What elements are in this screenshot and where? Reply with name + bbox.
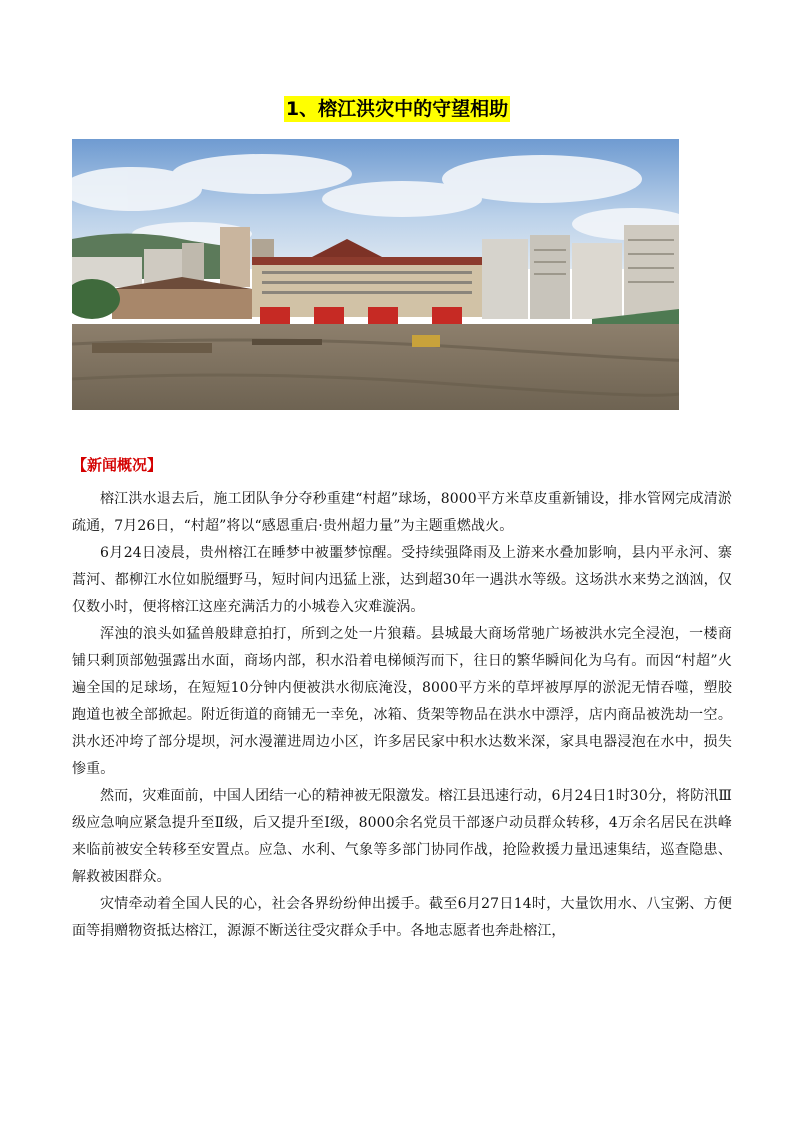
paragraph: 榕江洪水退去后，施工团队争分夺秒重建“村超”球场，8000平方米草皮重新铺设，排水管网完成清淤疏通，7月26日，“村超”将以“感恩重启·贵州超力量”为主题重燃战火。 [72,491,732,534]
paragraph: 然而，灾难面前，中国人团结一心的精神被无限激发。榕江县迅速行动，6月24日1时30分，将防汛Ⅲ级应急响应紧急提升至Ⅱ级，后又提升至Ⅰ级，8000余名党员干部逐户动员群众转移，4万余名居民在洪峰来临前被安全转移至安置点。应急、水利、气象等多部门协同作战，抢险救援力量迅速集结，巡查隐患、解救被困群众。 [72,788,732,885]
section-label: 【新闻概况】 [72,456,163,474]
flood-photo [72,139,679,410]
paragraph: 6月24日凌晨，贵州榕江在睡梦中被噩梦惊醒。受持续强降雨及上游来水叠加影响，县内平永河、寨蒿河、都柳江水位如脱缰野马，短时间内迅猛上涨，达到超30年一遇洪水等级。这场洪水来势之汹汹，仅仅数小时，便将榕江这座充满活力的小城卷入灾难漩涡。 [72,545,732,615]
page-title: 1、榕江洪灾中的守望相助 [285,98,509,120]
paragraph: 灾情牵动着全国人民的心，社会各界纷纷伸出援手。截至6月27日14时，大量饮用水、八宝粥、方便面等捐赠物资抵达榕江，源源不断送往受灾群众手中。各地志愿者也奔赴榕江， [72,896,732,939]
paragraph: 浑浊的浪头如猛兽般肆意拍打，所到之处一片狼藉。县城最大商场常驰广场被洪水完全浸泡，一楼商铺只剩顶部勉强露出水面，商场内部，积水沿着电梯倾泻而下，往日的繁华瞬间化为乌有。而因“村超”火遍全国的足球场，在短短10分钟内便被洪水彻底淹没，8000平方米的草坪被厚厚的淤泥无情吞噬，塑胶跑道也被全部掀起。附近街道的商铺无一幸免，冰箱、货架等物品在洪水中漂浮，店内商品被洗劫一空。洪水还冲垮了部分堤坝，河水漫灌进周边小区，许多居民家中积水达数米深，家具电器浸泡在水中，损失惨重。 [72,626,732,777]
title-wrap [0,96,794,122]
article-body [72,486,732,945]
